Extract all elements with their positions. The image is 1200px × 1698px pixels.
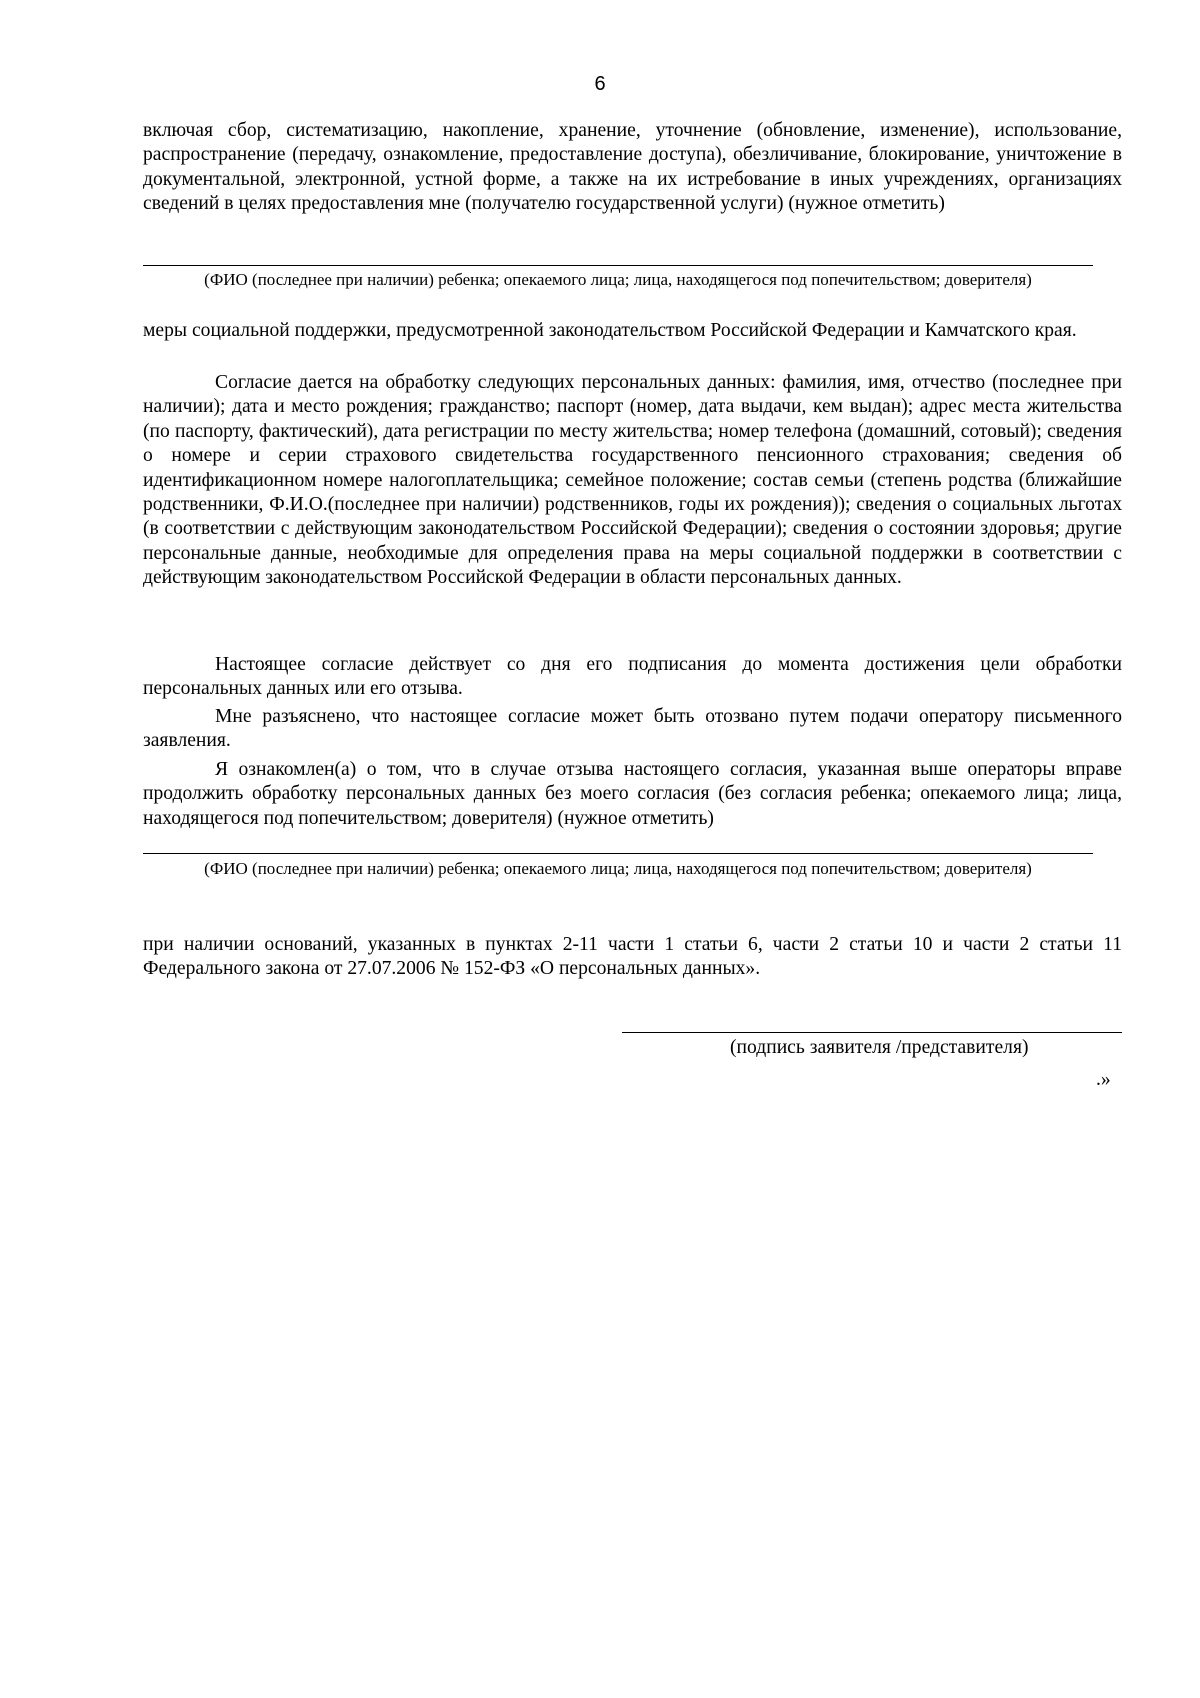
closing-quote: .» xyxy=(1096,1069,1111,1090)
paragraph-measures: меры социальной поддержки, предусмотренной законодательством Российской Федерации и Камчатского края. xyxy=(143,320,1077,341)
paragraph-intro: включая сбор, систематизацию, накопление, хранение, уточнение (обновление, изменение), использование, распространение (передачу, ознакомление, предоставление доступа), обезличивание, блокирование, уничтожение в документальной, электронной, устной форме, а также на их истребование в иных учреждениях, организациях сведений в целях предоставления мне (получателю государственной услуги) (нужное отметить) xyxy=(143,120,1122,215)
paragraph-consent-data: Согласие дается на обработку следующих персональных данных: фамилия, имя, отчество (последнее при наличии); дата и место рождения; гражданство; паспорт (номер, дата выдачи, кем выдан); адрес места жительства (по паспорту, фактический), дата регистрации по месту жительства; номер телефона (домашний, сотовый); сведения о номере и серии страхового свидетельства государственного пенсионного страхования; сведения об идентификационном номере налогоплательщика; семейное положение; состав семьи (степень родства (ближайшие родственники, Ф.И.О.(последнее при наличии) родственников, годы их рождения)); сведения о социальных льготах (в соответствии с действующим законодательством Российской Федерации); сведения о состоянии здоровья; другие персональные данные, необходимые для определения права на меры социальной поддержки в соответствии с действующим законодательством Российской Федерации в области персональных данных. xyxy=(143,372,1122,589)
paragraph-grounds: при наличии оснований, указанных в пунктах 2-11 части 1 статьи 6, части 2 статьи 10 и части 2 статьи 11 Федерального закона от 27.07.2006 № 152-ФЗ «О персональных данных». xyxy=(143,934,1122,980)
signature-caption: (подпись заявителя /представителя) xyxy=(730,1037,1029,1058)
page-number: 6 xyxy=(594,73,606,95)
fio-input-line-1 xyxy=(143,265,1093,266)
fio-caption-1: (ФИО (последнее при наличии) ребенка; опекаемого лица; лица, находящегося под попечительством; доверителя) xyxy=(204,270,1032,289)
paragraph-informed: Я ознакомлен(а) о том, что в случае отзыва настоящего согласия, указанная выше операторы вправе продолжить обработку персональных данных без моего согласия (без согласия ребенка; опекаемого лица; лица, находящегося под попечительством; доверителя) (нужное отметить) xyxy=(143,759,1122,829)
paragraph-validity: Настоящее согласие действует со дня его подписания до момента достижения цели обработки персональных данных или его отзыва. xyxy=(143,654,1122,700)
signature-line xyxy=(622,1032,1122,1033)
fio-input-line-2 xyxy=(143,853,1093,854)
paragraph-revocation: Мне разъяснено, что настоящее согласие может быть отозвано путем подачи оператору письменного заявления. xyxy=(143,706,1122,752)
fio-caption-2: (ФИО (последнее при наличии) ребенка; опекаемого лица; лица, находящегося под попечительством; доверителя) xyxy=(204,859,1032,878)
